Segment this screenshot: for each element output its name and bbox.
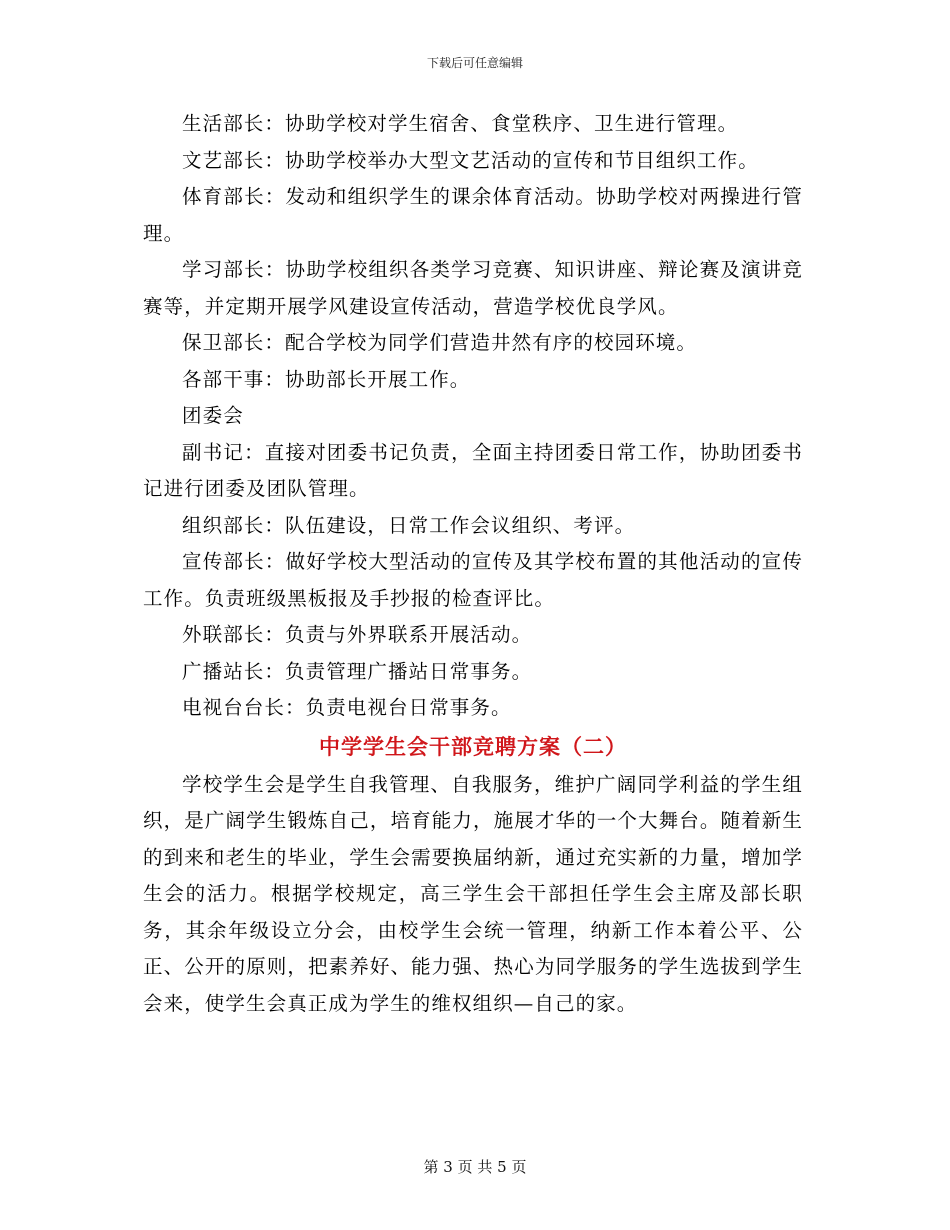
- paragraph-sports-minister: 体育部长：发动和组织学生的课余体育活动。协助学校对两操进行管理。: [143, 185, 803, 245]
- paragraph-study-minister: 学习部长：协助学校组织各类学习竞赛、知识讲座、辩论赛及演讲竞赛等，并定期开展学风建设宣传活动，营造学校优良学风。: [143, 258, 803, 318]
- paragraph-organization-minister: 组织部长：队伍建设，日常工作会议组织、考评。: [182, 513, 636, 537]
- document-body: [143, 106, 803, 1022]
- paragraph-youth-league: 团委会: [182, 404, 244, 427]
- section-intro-paragraph: 学校学生会是学生自我管理、自我服务，维护广阔同学利益的学生组织，是广阔学生锻炼自己，培育能力，施展才华的一个大舞台。随着新生的到来和老生的毕业，学生会需要换届纳新，通过充实新的力量，增加学生会的活力。根据学校规定，高三学生会干部担任学生会主席及部长职务，其余年级设立分会，由校学生会统一管理，纳新工作本着公平、公正、公开的原则，把素养好、能力强、热心为同学服务的学生选拔到学生会来，使学生会真正成为学生的维权组织—自己的家。: [143, 772, 803, 1015]
- paragraph-liaison-minister: 外联部长：负责与外界联系开展活动。: [182, 623, 533, 646]
- paragraph-tv-head: 电视台台长：负责电视台日常事务。: [182, 696, 512, 719]
- paragraph-arts-minister: 文艺部长：协助学校举办大型文艺活动的宣传和节目组织工作。: [182, 148, 759, 172]
- section-title: 中学学生会干部竞聘方案（二）: [319, 734, 627, 759]
- paragraph-publicity-minister: 宣传部长：做好学校大型活动的宣传及其学校布置的其他活动的宣传工作。负责班级黑板报及手抄报的检查评比。: [143, 550, 803, 610]
- page-footer: 第 3 页 共 5 页: [423, 1158, 527, 1176]
- paragraph-broadcast-head: 广播站长：负责管理广播站日常事务。: [182, 659, 533, 683]
- paragraph-security-minister: 保卫部长：配合学校为同学们营造井然有序的校园环境。: [182, 331, 698, 354]
- page-header: 下载后可任意编辑: [426, 56, 523, 70]
- paragraph-staff: 各部干事：协助部长开展工作。: [182, 367, 471, 391]
- paragraph-deputy-secretary: 副书记：直接对团委书记负责，全面主持团委日常工作，协助团委书记进行团委及团队管理。: [143, 440, 803, 500]
- paragraph-life-minister: 生活部长：协助学校对学生宿舍、食堂秩序、卫生进行管理。: [182, 112, 739, 135]
